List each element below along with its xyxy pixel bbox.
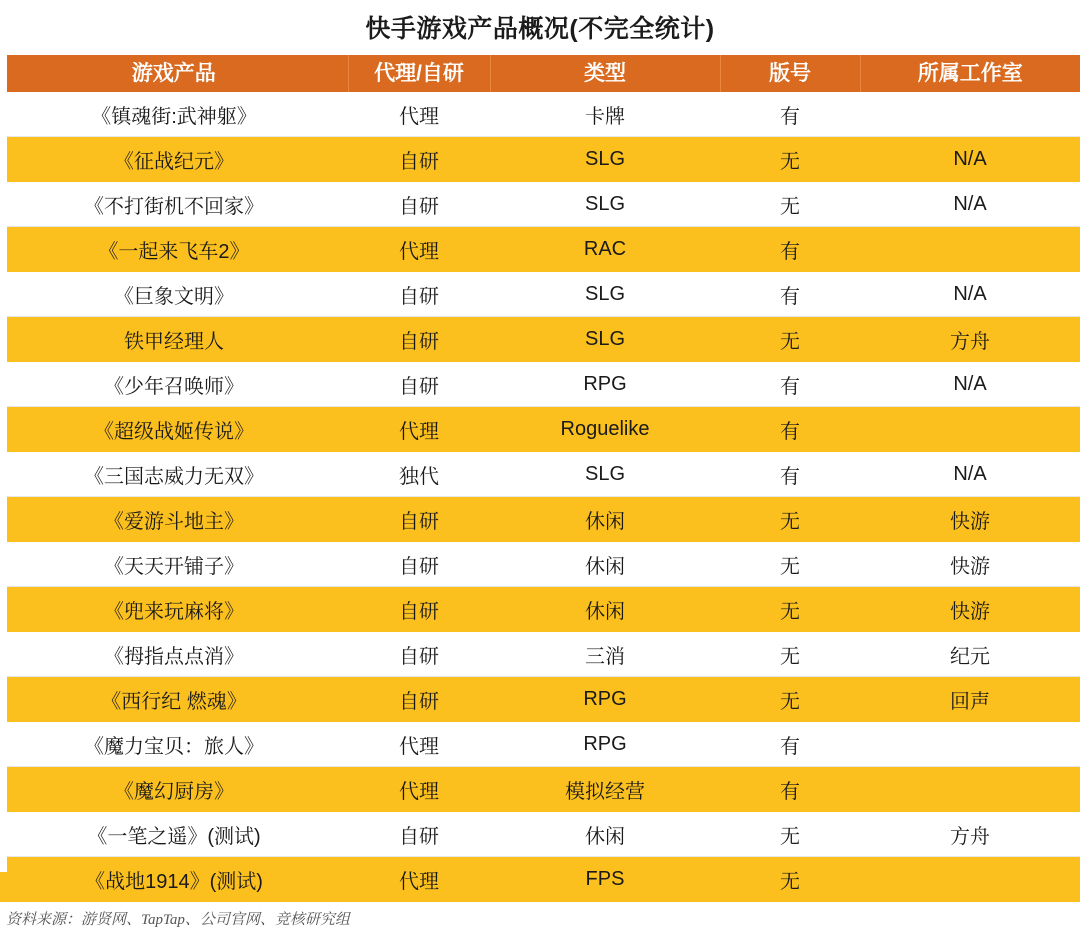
column-header-license: 版号 bbox=[720, 55, 860, 92]
cell-license: 有 bbox=[720, 272, 860, 317]
cell-studio bbox=[860, 722, 1080, 767]
cell-genre: 卡牌 bbox=[490, 92, 720, 137]
cell-license: 无 bbox=[720, 677, 860, 722]
table-row bbox=[0, 182, 1080, 227]
table-row bbox=[0, 767, 1080, 812]
table-row bbox=[0, 497, 1080, 542]
cell-genre: RAC bbox=[490, 227, 720, 272]
cell-license: 无 bbox=[720, 857, 860, 902]
cell-genre: 休闲 bbox=[490, 542, 720, 587]
cell-publishing-model: 自研 bbox=[348, 497, 490, 542]
cell-publishing-model: 自研 bbox=[348, 272, 490, 317]
cell-license: 无 bbox=[720, 587, 860, 632]
table-body bbox=[0, 92, 1080, 902]
cell-product-name: 《超级战姬传说》 bbox=[0, 407, 348, 452]
page-title: 快手游戏产品概况(不完全统计) bbox=[0, 0, 1080, 55]
table-row bbox=[0, 812, 1080, 857]
cell-product-name: 《三国志威力无双》 bbox=[0, 452, 348, 497]
column-header-studio: 所属工作室 bbox=[860, 55, 1080, 92]
cell-product-name: 《爱游斗地主》 bbox=[0, 497, 348, 542]
cell-license: 有 bbox=[720, 407, 860, 452]
cell-product-name: 《巨象文明》 bbox=[0, 272, 348, 317]
cell-publishing-model: 自研 bbox=[348, 362, 490, 407]
cell-license: 无 bbox=[720, 542, 860, 587]
cell-license: 有 bbox=[720, 362, 860, 407]
cell-studio: N/A bbox=[860, 362, 1080, 407]
cell-studio: 快游 bbox=[860, 497, 1080, 542]
cell-publishing-model: 自研 bbox=[348, 137, 490, 182]
table-row bbox=[0, 407, 1080, 452]
cell-studio: N/A bbox=[860, 452, 1080, 497]
cell-studio: N/A bbox=[860, 137, 1080, 182]
cell-product-name: 《不打街机不回家》 bbox=[0, 182, 348, 227]
column-header-publishing-model: 代理/自研 bbox=[348, 55, 490, 92]
table-row bbox=[0, 272, 1080, 317]
cell-genre: 休闲 bbox=[490, 497, 720, 542]
cell-genre: RPG bbox=[490, 362, 720, 407]
table-row bbox=[0, 677, 1080, 722]
cell-publishing-model: 自研 bbox=[348, 812, 490, 857]
cell-license: 有 bbox=[720, 767, 860, 812]
column-header-product: 游戏产品 bbox=[0, 55, 348, 92]
cell-genre: 模拟经营 bbox=[490, 767, 720, 812]
table-row bbox=[0, 317, 1080, 362]
cell-product-name: 《一起来飞车2》 bbox=[0, 227, 348, 272]
cell-publishing-model: 自研 bbox=[348, 587, 490, 632]
cell-publishing-model: 代理 bbox=[348, 767, 490, 812]
cell-genre: 三消 bbox=[490, 632, 720, 677]
cell-studio: 快游 bbox=[860, 542, 1080, 587]
cell-studio bbox=[860, 407, 1080, 452]
cell-product-name: 《一笔之遥》(测试) bbox=[0, 812, 348, 857]
cell-license: 无 bbox=[720, 632, 860, 677]
table-row bbox=[0, 542, 1080, 587]
cell-genre: Roguelike bbox=[490, 407, 720, 452]
cell-genre: 休闲 bbox=[490, 812, 720, 857]
cell-license: 无 bbox=[720, 317, 860, 362]
cell-product-name: 《镇魂街:武神躯》 bbox=[0, 92, 348, 137]
cell-publishing-model: 代理 bbox=[348, 227, 490, 272]
cell-license: 无 bbox=[720, 182, 860, 227]
cell-genre: SLG bbox=[490, 452, 720, 497]
cell-studio: 快游 bbox=[860, 587, 1080, 632]
cell-publishing-model: 自研 bbox=[348, 542, 490, 587]
cell-genre: FPS bbox=[490, 857, 720, 902]
cell-license: 有 bbox=[720, 227, 860, 272]
cell-publishing-model: 自研 bbox=[348, 317, 490, 362]
cell-product-name: 《战地1914》(测试) bbox=[0, 857, 348, 902]
cell-genre: RPG bbox=[490, 722, 720, 767]
cell-publishing-model: 代理 bbox=[348, 722, 490, 767]
cell-license: 有 bbox=[720, 722, 860, 767]
column-header-genre: 类型 bbox=[490, 55, 720, 92]
cell-studio: 纪元 bbox=[860, 632, 1080, 677]
games-table bbox=[0, 55, 1080, 902]
cell-publishing-model: 代理 bbox=[348, 857, 490, 902]
cell-publishing-model: 自研 bbox=[348, 632, 490, 677]
table-row bbox=[0, 137, 1080, 182]
table-row bbox=[0, 632, 1080, 677]
cell-license: 无 bbox=[720, 497, 860, 542]
cell-studio bbox=[860, 92, 1080, 137]
cell-studio: 回声 bbox=[860, 677, 1080, 722]
cell-product-name: 《西行纪 燃魂》 bbox=[0, 677, 348, 722]
cell-publishing-model: 自研 bbox=[348, 677, 490, 722]
cell-license: 无 bbox=[720, 812, 860, 857]
cell-studio bbox=[860, 857, 1080, 902]
cell-genre: SLG bbox=[490, 317, 720, 362]
cell-genre: RPG bbox=[490, 677, 720, 722]
cell-product-name: 《天天开铺子》 bbox=[0, 542, 348, 587]
cell-studio: 方舟 bbox=[860, 812, 1080, 857]
cell-publishing-model: 代理 bbox=[348, 92, 490, 137]
left-margin-strip bbox=[0, 0, 7, 872]
cell-license: 无 bbox=[720, 137, 860, 182]
cell-studio bbox=[860, 767, 1080, 812]
cell-publishing-model: 代理 bbox=[348, 407, 490, 452]
cell-genre: SLG bbox=[490, 182, 720, 227]
cell-studio: N/A bbox=[860, 182, 1080, 227]
cell-product-name: 《少年召唤师》 bbox=[0, 362, 348, 407]
table-header bbox=[0, 55, 1080, 92]
table-header-row bbox=[0, 55, 1080, 92]
cell-product-name: 《征战纪元》 bbox=[0, 137, 348, 182]
source-note: 资料来源：游贤网、TapTap、公司官网、竞核研究组 bbox=[6, 912, 350, 928]
table-row bbox=[0, 587, 1080, 632]
cell-studio bbox=[860, 227, 1080, 272]
cell-studio: 方舟 bbox=[860, 317, 1080, 362]
cell-product-name: 《魔力宝贝：旅人》 bbox=[0, 722, 348, 767]
table-row bbox=[0, 362, 1080, 407]
cell-publishing-model: 自研 bbox=[348, 182, 490, 227]
cell-product-name: 《魔幻厨房》 bbox=[0, 767, 348, 812]
cell-genre: SLG bbox=[490, 137, 720, 182]
cell-genre: 休闲 bbox=[490, 587, 720, 632]
table-row bbox=[0, 452, 1080, 497]
table-row bbox=[0, 227, 1080, 272]
cell-genre: SLG bbox=[490, 272, 720, 317]
cell-product-name: 《拇指点点消》 bbox=[0, 632, 348, 677]
cell-studio: N/A bbox=[860, 272, 1080, 317]
cell-license: 有 bbox=[720, 92, 860, 137]
cell-publishing-model: 独代 bbox=[348, 452, 490, 497]
cell-product-name: 《兜来玩麻将》 bbox=[0, 587, 348, 632]
cell-license: 有 bbox=[720, 452, 860, 497]
table-row bbox=[0, 857, 1080, 902]
cell-product-name: 铁甲经理人 bbox=[0, 317, 348, 362]
table-row bbox=[0, 722, 1080, 767]
table-row bbox=[0, 92, 1080, 137]
